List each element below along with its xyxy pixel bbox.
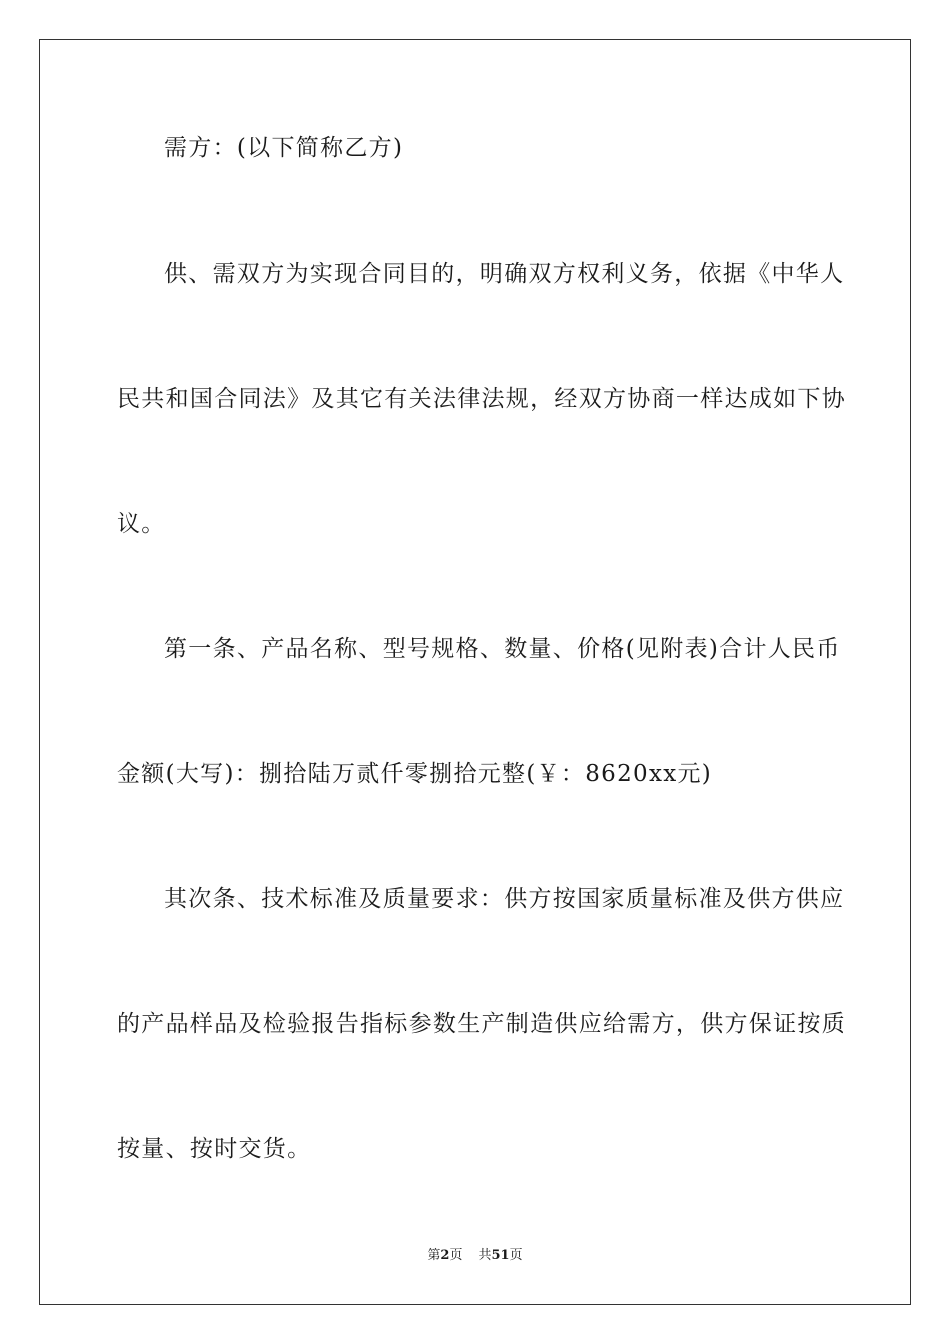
total-prefix: 共	[478, 1248, 492, 1263]
paragraph-line: 金额(大写)：捌拾陆万贰仟零捌拾元整(￥：8620xx元)	[117, 761, 713, 787]
paragraph-line: 按量、按时交货。	[117, 1136, 312, 1162]
total-pages: 51	[491, 1248, 510, 1263]
paragraph-line: 民共和国合同法》及其它有关法律法规，经双方协商一样达成如下协	[117, 386, 846, 412]
page-suffix: 页	[449, 1248, 463, 1263]
paragraph-line: 其次条、技术标准及质量要求：供方按国家质量标准及供方供应	[164, 886, 845, 912]
paragraph-line: 供、需双方为实现合同目的，明确双方权利义务，依据《中华人	[164, 261, 845, 287]
paragraph-line: 需方：(以下简称乙方)	[164, 135, 404, 161]
page-border	[39, 39, 911, 1305]
paragraph-line: 的产品样品及检验报告指标参数生产制造供应给需方，供方保证按质	[117, 1011, 846, 1037]
paragraph-line: 议。	[117, 511, 166, 537]
paragraph-line: 第一条、产品名称、型号规格、数量、价格(见附表)合计人民币	[164, 636, 841, 662]
page-prefix: 第	[427, 1248, 441, 1263]
page-number: 2	[440, 1248, 450, 1263]
total-suffix: 页	[509, 1248, 523, 1263]
page-footer	[0, 1247, 950, 1265]
